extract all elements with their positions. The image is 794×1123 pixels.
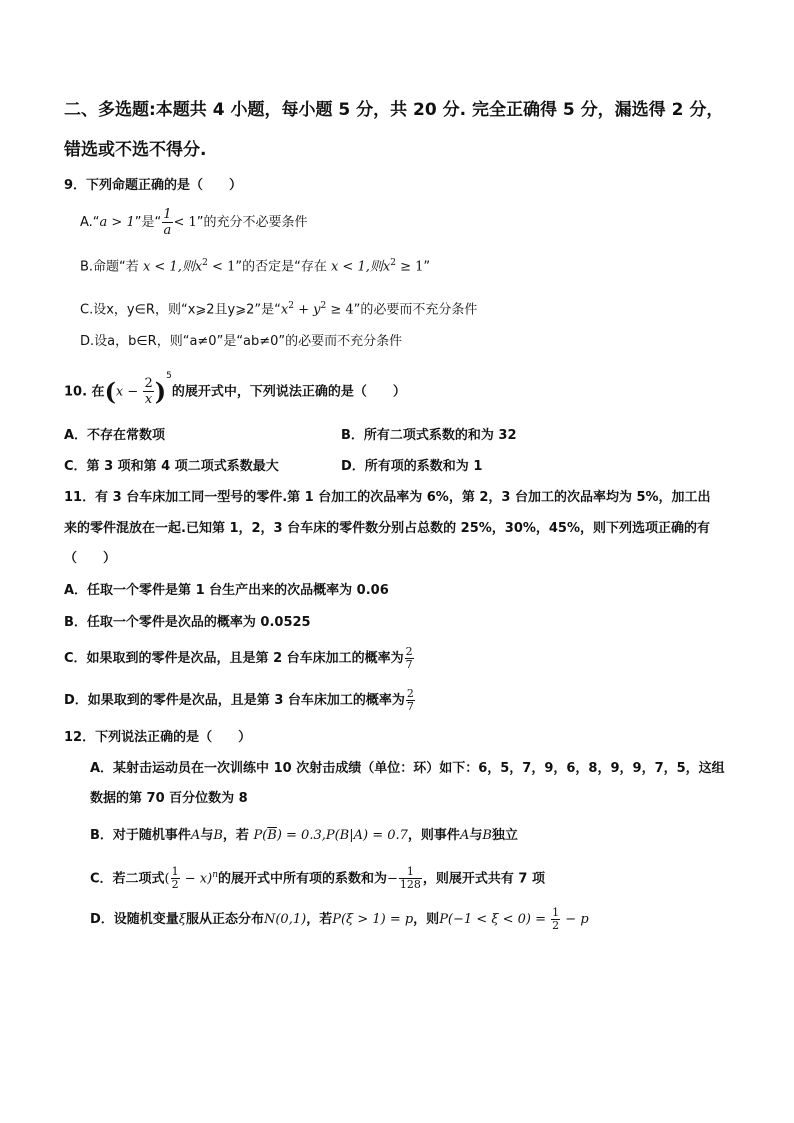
q11-stem-line1: 11．有 3 台车床加工同一型号的零件.第 1 台加工的次品率为 6%，第 2，3 台加工的次品率均为 5%，加工出 (64, 490, 711, 505)
q9-option-a: A.“a > 1”是“ $\frac{1}{a}$ < 1”的充分不必要条件 (80, 207, 308, 238)
q12-option-d: D．设随机变量ξ服从正态分布N(0,1)，若P(ξ > 1) = p，则P(−1 < ξ < 0) = $\frac{1}{2}$ − p (90, 906, 589, 932)
q9-a-fraction: $\frac{1}{a}$ (163, 207, 172, 238)
q9-option-d: D.设a，b∈R，则“a≠0”是“ab≠0”的必要而不充分条件 (80, 334, 403, 349)
q12-option-a-line1: A．某射击运动员在一次训练中 10 次射击成绩（单位：环）如下：6，5，7，9，6，8，9，9，7，5，这组 (90, 761, 725, 776)
q9-option-c: C.设x，y∈R，则“x⩾2且y⩾2”是“$x^2 + y^2 \ge 4$”的必要而不充分条件 (80, 301, 478, 318)
q11-option-b: B．任取一个零件是次品的概率为 0.0525 (64, 615, 311, 630)
q12-option-a-line2: 数据的第 70 百分位数为 8 (90, 791, 248, 806)
q11-stem-line2: 来的零件混放在一起.已知第 1，2，3 台车床的零件数分别占总数的 25%，30%，45%，则下列选项正确的有 (64, 521, 711, 536)
q11-stem-line3: （ ） (64, 551, 117, 566)
q10-option-d: D．所有项的系数和为 1 (341, 459, 483, 474)
q10-option-a: A．不存在常数项 (64, 428, 166, 443)
q12-d-fraction: $\frac{1}{2}$ (552, 906, 560, 932)
q10-option-b: B．所有二项式系数的和为 32 (341, 428, 517, 443)
q11-option-c: C．如果取到的零件是次品，且是第 2 台车床加工的概率为 $\frac{2}{7}$ (64, 645, 413, 671)
q12-option-b: B．对于随机事件A与B，若 $P(\overline{B}) = 0.3,P(B|A) = 0.7$，则事件A与B独立 (90, 828, 518, 843)
q12-c-half-fraction: $\frac{1}{2}$ (171, 865, 179, 892)
q9-stem: 9．下列命题正确的是（ ） (64, 178, 243, 193)
q9-option-b: B.命题“若 x < 1,则$x^2 < 1$”的否定是“存在 x < 1,则$x^2 \ge 1$” (80, 258, 431, 275)
q10-fraction: $\frac{2}{x}$ (144, 376, 153, 408)
q11-c-fraction: $\frac{2}{7}$ (405, 645, 413, 671)
q11-option-d: D．如果取到的零件是次品，且是第 3 台车床加工的概率为 $\frac{2}{7}$ (64, 687, 414, 713)
q12-option-c: C．若二项式( $\frac{1}{2}$ − x)$^n$的展开式中所有项的系数和为− $\frac{1}{128}$ ，则展开式共有 7 项 (90, 865, 546, 892)
section-title-line2: 错选或不选不得分. (64, 140, 207, 160)
q11-option-a: A．任取一个零件是第 1 台生产出来的次品概率为 0.06 (64, 583, 389, 598)
q11-d-fraction: $\frac{2}{7}$ (406, 687, 414, 713)
q10-stem: 10. 在(x − $\frac{2}{x}$ )$^5$的展开式中，下列说法正确的是（ ） (64, 371, 406, 408)
q12-stem: 12．下列说法正确的是（ ） (64, 730, 252, 745)
q10-option-c: C．第 3 项和第 4 项二项式系数最大 (64, 459, 279, 474)
q12-c-sum-fraction: $\frac{1}{128}$ (399, 865, 421, 892)
section-title-line1: 二、多选题:本题共 4 小题，每小题 5 分，共 20 分. 完全正确得 5 分，漏选得 2 分， (64, 100, 724, 120)
